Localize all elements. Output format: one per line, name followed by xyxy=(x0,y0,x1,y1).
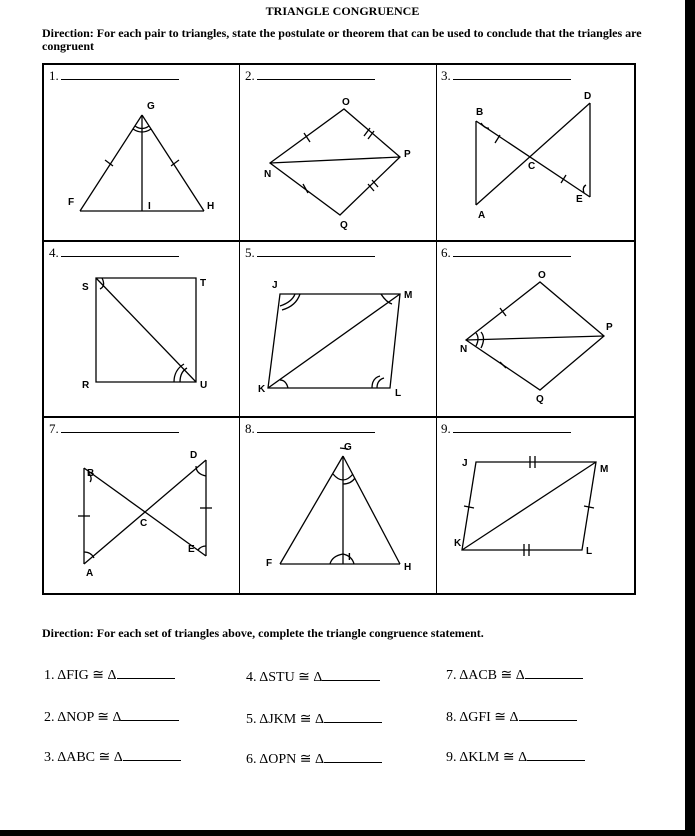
statement-text: 1. ΔFIG ≅ Δ xyxy=(44,668,117,683)
diagram-4 xyxy=(44,242,240,418)
diagram-6 xyxy=(436,242,632,418)
problem-8 xyxy=(240,418,436,594)
statement-3 xyxy=(44,748,181,766)
problem-6 xyxy=(436,242,632,418)
vertex-label: F xyxy=(68,197,75,208)
direction-postulates: Direction: For each pair to triangles, state the postulate or theorem that can be used to conclude that the triangles are congruent xyxy=(42,26,642,53)
diagram-2 xyxy=(240,65,436,241)
answer-blank[interactable] xyxy=(117,666,175,679)
statement-5 xyxy=(246,710,382,728)
statement-text: 5. ΔJKM ≅ Δ xyxy=(246,712,324,727)
problem-number: 2. xyxy=(245,68,255,83)
vertex-label: E xyxy=(576,194,583,205)
vertex-label: E xyxy=(188,544,195,555)
vertex-label: J xyxy=(462,458,468,469)
statement-7 xyxy=(446,666,583,684)
vertex-label: D xyxy=(584,91,592,102)
vertex-label: H xyxy=(207,201,215,212)
answer-blank[interactable] xyxy=(324,750,382,763)
statement-text: 3. ΔABC ≅ Δ xyxy=(44,750,123,765)
problem-number: 1. xyxy=(49,68,59,83)
vertex-label: P xyxy=(606,322,613,333)
vertex-label: C xyxy=(528,161,536,172)
vertex-label: A xyxy=(86,568,94,579)
vertex-label: G xyxy=(344,442,352,453)
vertex-label: K xyxy=(258,384,266,395)
vertex-label: O xyxy=(342,97,350,108)
answer-blank[interactable] xyxy=(525,666,583,679)
problem-number: 3. xyxy=(441,68,451,83)
vertex-label: G xyxy=(147,101,155,112)
vertex-label: Q xyxy=(536,394,544,405)
problem-number: 7. xyxy=(49,421,59,436)
statement-2 xyxy=(44,708,179,726)
problem-2 xyxy=(240,65,436,241)
problem-grid xyxy=(42,63,636,595)
diagram-7 xyxy=(44,418,240,594)
answer-blank[interactable] xyxy=(527,748,585,761)
statement-6 xyxy=(246,750,382,768)
vertex-label: S xyxy=(82,282,89,293)
vertex-label: I xyxy=(348,552,351,563)
diagram-9 xyxy=(436,418,632,594)
vertex-label: L xyxy=(395,388,402,399)
vertex-label: D xyxy=(190,450,198,461)
answer-blank[interactable] xyxy=(324,710,382,723)
problem-number: 9. xyxy=(441,421,451,436)
vertex-label: K xyxy=(454,538,462,549)
vertex-label: M xyxy=(404,290,413,301)
answer-blank[interactable] xyxy=(123,748,181,761)
diagram-1 xyxy=(44,65,240,241)
answer-blank[interactable] xyxy=(121,708,179,721)
statement-9 xyxy=(446,748,585,766)
statement-text: 4. ΔSTU ≅ Δ xyxy=(246,670,323,685)
statement-text: 6. ΔOPN ≅ Δ xyxy=(246,752,324,767)
problem-3 xyxy=(436,65,632,241)
diagram-8 xyxy=(240,418,436,594)
problem-4 xyxy=(44,242,240,418)
statement-4 xyxy=(246,668,380,686)
vertex-label: C xyxy=(140,518,148,529)
answer-blank[interactable] xyxy=(322,668,380,681)
vertex-label: L xyxy=(586,546,593,557)
problem-number: 8. xyxy=(245,421,255,436)
direction-statements: Direction: For each set of triangles above, complete the triangle congruence statement. xyxy=(42,626,484,640)
vertex-label: J xyxy=(272,280,278,291)
statement-text: 9. ΔKLM ≅ Δ xyxy=(446,750,528,765)
vertex-label: T xyxy=(200,278,207,289)
statement-8 xyxy=(446,708,577,726)
problem-number: 5. xyxy=(245,245,255,260)
problem-5 xyxy=(240,242,436,418)
vertex-label: P xyxy=(404,149,411,160)
statement-text: 8. ΔGFI ≅ Δ xyxy=(446,710,519,725)
vertex-label: B xyxy=(476,107,484,118)
diagram-3 xyxy=(436,65,632,241)
problem-1 xyxy=(44,65,240,241)
problem-number: 4. xyxy=(49,245,59,260)
answer-blank[interactable] xyxy=(519,708,577,721)
vertex-label: F xyxy=(266,558,273,569)
vertex-label: U xyxy=(200,380,208,391)
vertex-label: A xyxy=(478,210,486,221)
statement-text: 7. ΔACB ≅ Δ xyxy=(446,668,525,683)
statement-1 xyxy=(44,666,175,684)
vertex-label: H xyxy=(404,562,412,573)
diagram-5 xyxy=(240,242,436,418)
problem-9 xyxy=(436,418,632,594)
vertex-label: I xyxy=(148,201,151,212)
vertex-label: Q xyxy=(340,220,348,231)
vertex-label: B xyxy=(87,468,95,479)
problem-7 xyxy=(44,418,240,594)
vertex-label: M xyxy=(600,464,609,475)
vertex-label: N xyxy=(460,344,468,355)
statement-text: 2. ΔNOP ≅ Δ xyxy=(44,710,122,725)
problem-number: 6. xyxy=(441,245,451,260)
vertex-label: R xyxy=(82,380,90,391)
vertex-label: N xyxy=(264,169,272,180)
vertex-label: O xyxy=(538,270,546,281)
worksheet-title: TRIANGLE CONGRUENCE xyxy=(265,4,420,18)
